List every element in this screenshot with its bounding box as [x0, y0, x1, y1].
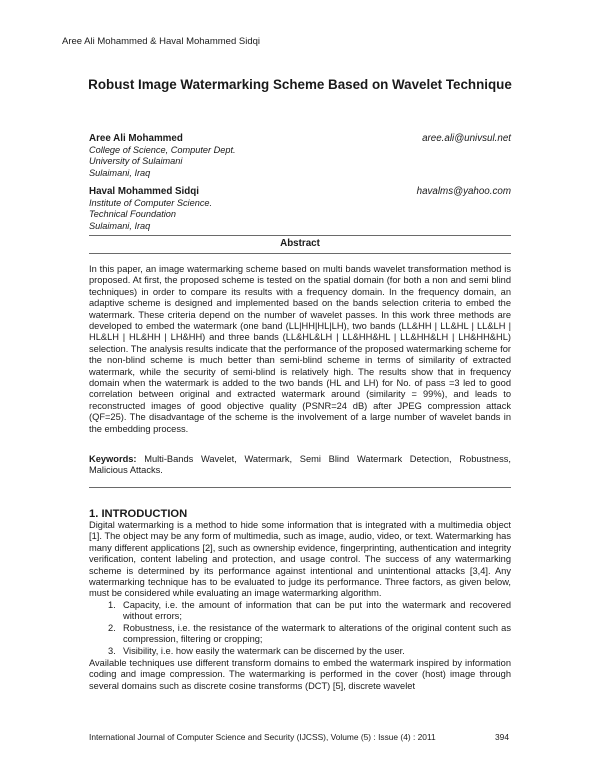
- intro-paragraph: Digital watermarking is a method to hide some information that is integrated with a multimedia object [1]. The object may be any form of multimedia, such as image, audio, video, or text. Watermarking has many different applications [2], such as ownership evidence, fingerprinting, authentication and integrity verification, content labeling and protection, and usage control. The success of any watermarking scheme is determined by its performance against intentional and unintentional attacks [3,4]. Any watermarking technique has to be evaluated to judge its performance. Three factors, as given below, must be considered while evaluating an image watermarking algorithm.: [89, 520, 511, 599]
- list-item: [89, 600, 511, 623]
- list-number: 1.: [108, 600, 116, 610]
- list-item: [89, 623, 511, 646]
- divider: [89, 235, 511, 236]
- page-number: 394: [495, 732, 509, 742]
- divider: [89, 487, 511, 488]
- divider: [89, 253, 511, 254]
- abstract-text: In this paper, an image watermarking scheme based on multi bands wavelet transformation method is proposed. At first, the proposed scheme is tested on the spatial domain (for both a non and semi blind techniques) in order to compare its results with a frequency domain. In the frequency domain, an adaptive scheme is designed and implemented based on the bands selection criteria to embed the watermark. These criteria depend on the number of wavelet passes. In this work three methods are developed to embed the watermark (one band (LL|HH|HL|LH), two bands (LL&HH | LL&HL | LL&LH | HL&LH | HL&HH | LH&HH) and three bands (LL&HL&LH | LL&HH&HL | LL&HH&LH | LH&HH&HL) selection. The analysis results indicate that the performance of the proposed watermarking scheme for the non-blind scheme is much better than semi-blind scheme in terms of similarity of extracted watermark, while the security of semi-blind is relatively high. The results show that in frequency domain when the watermark is added to the two bands (HL and LH) for No. of pass =3 led to good correlation between original and extracted watermark around (similarity = 99%), and leads to reconstructed images of good objective quality (PSNR=24 dB) after JPEG compression attack (QF=25). The disadvantage of the scheme is the involvement of a large number of wavelet bands in the embedding process.: [89, 264, 511, 434]
- affiliation-line: College of Science, Computer Dept.: [89, 145, 236, 155]
- intro-paragraph: Available techniques use different transform domains to embed the watermark inspired by information coding and image compression. The watermarking is performed in the cover (host) image through several domains such as discrete cosine transforms (DCT) [5], discrete wavelet: [89, 658, 511, 691]
- affiliation-line: Technical Foundation: [89, 209, 177, 220]
- keywords: [89, 454, 511, 477]
- affiliation-line: University of Sulaimani: [89, 156, 183, 167]
- criteria-list: [89, 600, 511, 657]
- author-name: Haval Mohammed Sidqi: [89, 186, 199, 197]
- footer: International Journal of Computer Science and Security (IJCSS), Volume (5) : Issue (4) : 2011: [89, 732, 436, 742]
- list-item: [89, 646, 511, 657]
- list-text: Visibility, i.e. how easily the watermark can be discerned by the user.: [123, 645, 405, 656]
- affiliation-line: Sulaimani, Iraq: [89, 167, 151, 178]
- paper-title: Robust Image Watermarking Scheme Based on Wavelet Technique: [88, 77, 512, 92]
- author-affiliation: [89, 198, 212, 232]
- keywords-text: Multi-Bands Wavelet, Watermark, Semi Blind Watermark Detection, Robustness, Malicious Attacks.: [89, 454, 511, 476]
- author-name: Aree Ali Mohammed: [89, 133, 183, 144]
- list-number: 3.: [108, 645, 116, 656]
- abstract-heading: Abstract: [280, 238, 320, 249]
- section-heading: 1. INTRODUCTION: [89, 508, 188, 520]
- keywords-label: Keywords:: [89, 454, 137, 464]
- list-text: Robustness, i.e. the resistance of the watermark to alterations of the original content such as compression, filtering or cropping;: [123, 622, 511, 645]
- list-text: Capacity, i.e. the amount of information that can be put into the watermark and recovered without errors;: [123, 600, 511, 622]
- author-email: havalms@yahoo.com: [416, 186, 511, 197]
- running-head: Aree Ali Mohammed & Haval Mohammed Sidqi: [62, 36, 261, 47]
- author-email: aree.ali@univsul.net: [422, 133, 511, 144]
- author-affiliation: [89, 145, 236, 179]
- list-number: 2.: [108, 622, 116, 633]
- affiliation-line: Sulaimani, Iraq: [89, 220, 151, 231]
- affiliation-line: Institute of Computer Science.: [89, 198, 213, 208]
